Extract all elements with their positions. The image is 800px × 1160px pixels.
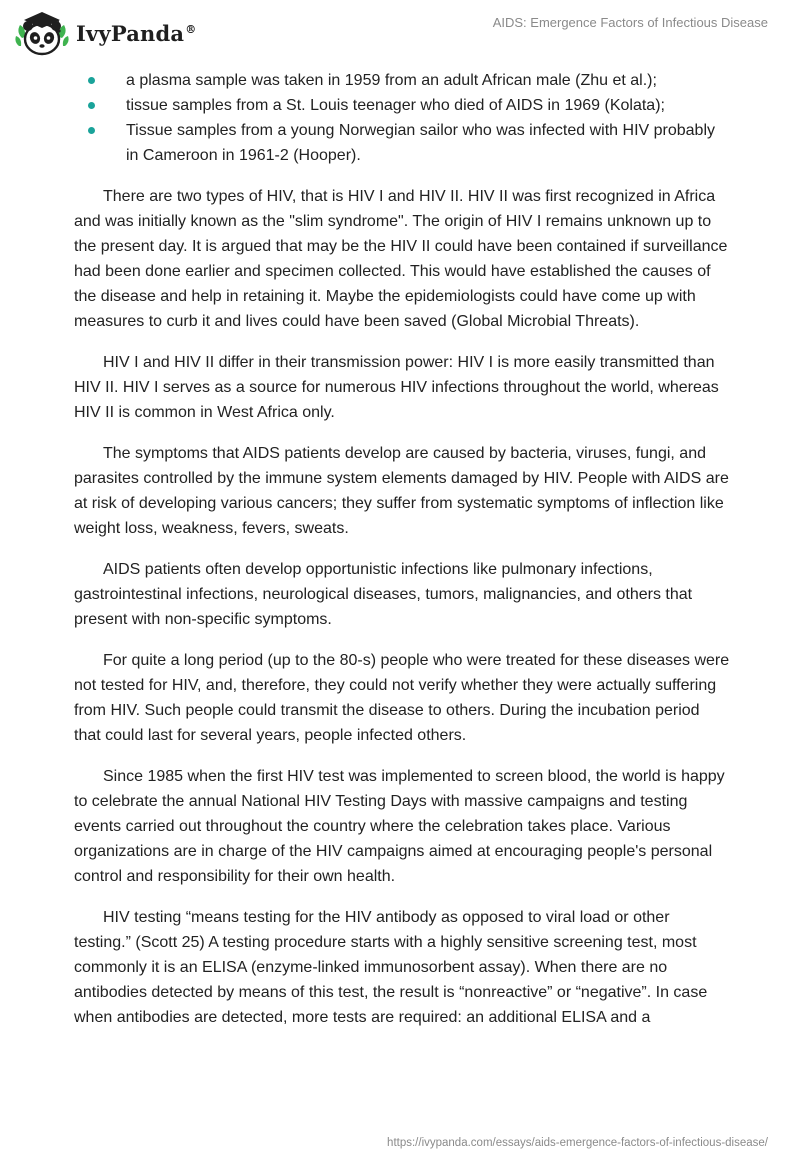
paragraph-hiv-types: There are two types of HIV, that is HIV I and HIV II. HIV II was first recognized in Africa and was initially known as the "slim syndrome". The origin of HIV I remains unknown up to the present day. It is argued that may be the HIV II could have been contained if surveillance had been done earlier and specimen collected. This would have established the causes of the disease and help in retaining it. Maybe the epidemiologists could have come up with measures to curb it and lives could have been saved (Global Microbial Threats). <box>74 188 728 330</box>
list-item-text: a plasma sample was taken in 1959 from an adult African male (Zhu et al.); <box>126 72 657 89</box>
bullet-icon <box>88 77 95 84</box>
paragraph-testing-procedure: HIV testing “means testing for the HIV antibody as opposed to viral load or other testing.” (Scott 25) A testing procedure starts with a highly sensitive screening test, most commonly it is an ELISA (enzyme-linked immunosorbent assay). When there are no antibodies detected by means of this test, the result is “nonreactive” or “negative”. In case when antibodies are detected, more tests are required: an additional ELISA and a <box>74 909 708 1026</box>
essay-body <box>74 68 730 1046</box>
list-item <box>74 93 730 118</box>
paragraph-transmission: HIV I and HIV II differ in their transmission power: HIV I is more easily transmitted than HIV II. HIV I serves as a source for numerous HIV infections throughout the world, whereas HIV II is common in West Africa only. <box>74 354 719 421</box>
logo-wordmark: IvyPanda® <box>76 20 197 46</box>
paragraph-symptoms: The symptoms that AIDS patients develop are caused by bacteria, viruses, fungi, and parasites controlled by the immune system elements damaged by HIV. People with AIDS are at risk of developing various cancers; they suffer from systematic symptoms of inflection like weight loss, weakness, fevers, sweats. <box>74 445 729 537</box>
paragraph-opportunistic-infections: AIDS patients often develop opportunistic infections like pulmonary infections, gastrointestinal infections, neurological diseases, tumors, malignancies, and others that present with non-specific symptoms. <box>74 561 693 628</box>
bullet-icon <box>88 127 95 134</box>
page-header <box>0 0 800 64</box>
list-item <box>74 68 730 93</box>
panda-graduate-icon <box>14 8 70 58</box>
document-title: AIDS: Emergence Factors of Infectious Disease <box>492 15 768 30</box>
paragraph-testing-days: Since 1985 when the first HIV test was implemented to screen blood, the world is happy to celebrate the annual National HIV Testing Days with massive campaigns and testing events carried out throughout the country where the celebration takes place. Various organizations are in charge of the HIV campaigns aimed at encouraging people's personal control and responsibility for their own health. <box>74 768 725 885</box>
list-item-text: Tissue samples from a young Norwegian sailor who was infected with HIV probably in Cameroon in 1961-2 (Hooper). <box>126 122 716 164</box>
paragraph-untested-period: For quite a long period (up to the 80-s) people who were treated for these diseases were not tested for HIV, and, therefore, they could not verify whether they were actually suffering from HIV. Such people could transmit the disease to others. During the incubation period that could last for several years, people infected others. <box>74 652 730 744</box>
bullet-list <box>74 68 730 168</box>
list-item-text: tissue samples from a St. Louis teenager who died of AIDS in 1969 (Kolata); <box>126 97 665 114</box>
list-item <box>74 118 730 168</box>
bullet-icon <box>88 102 95 109</box>
source-url-link[interactable]: https://ivypanda.com/essays/aids-emergence-factors-of-infectious-disease/ <box>387 1137 768 1149</box>
ivypanda-logo[interactable] <box>14 8 196 58</box>
